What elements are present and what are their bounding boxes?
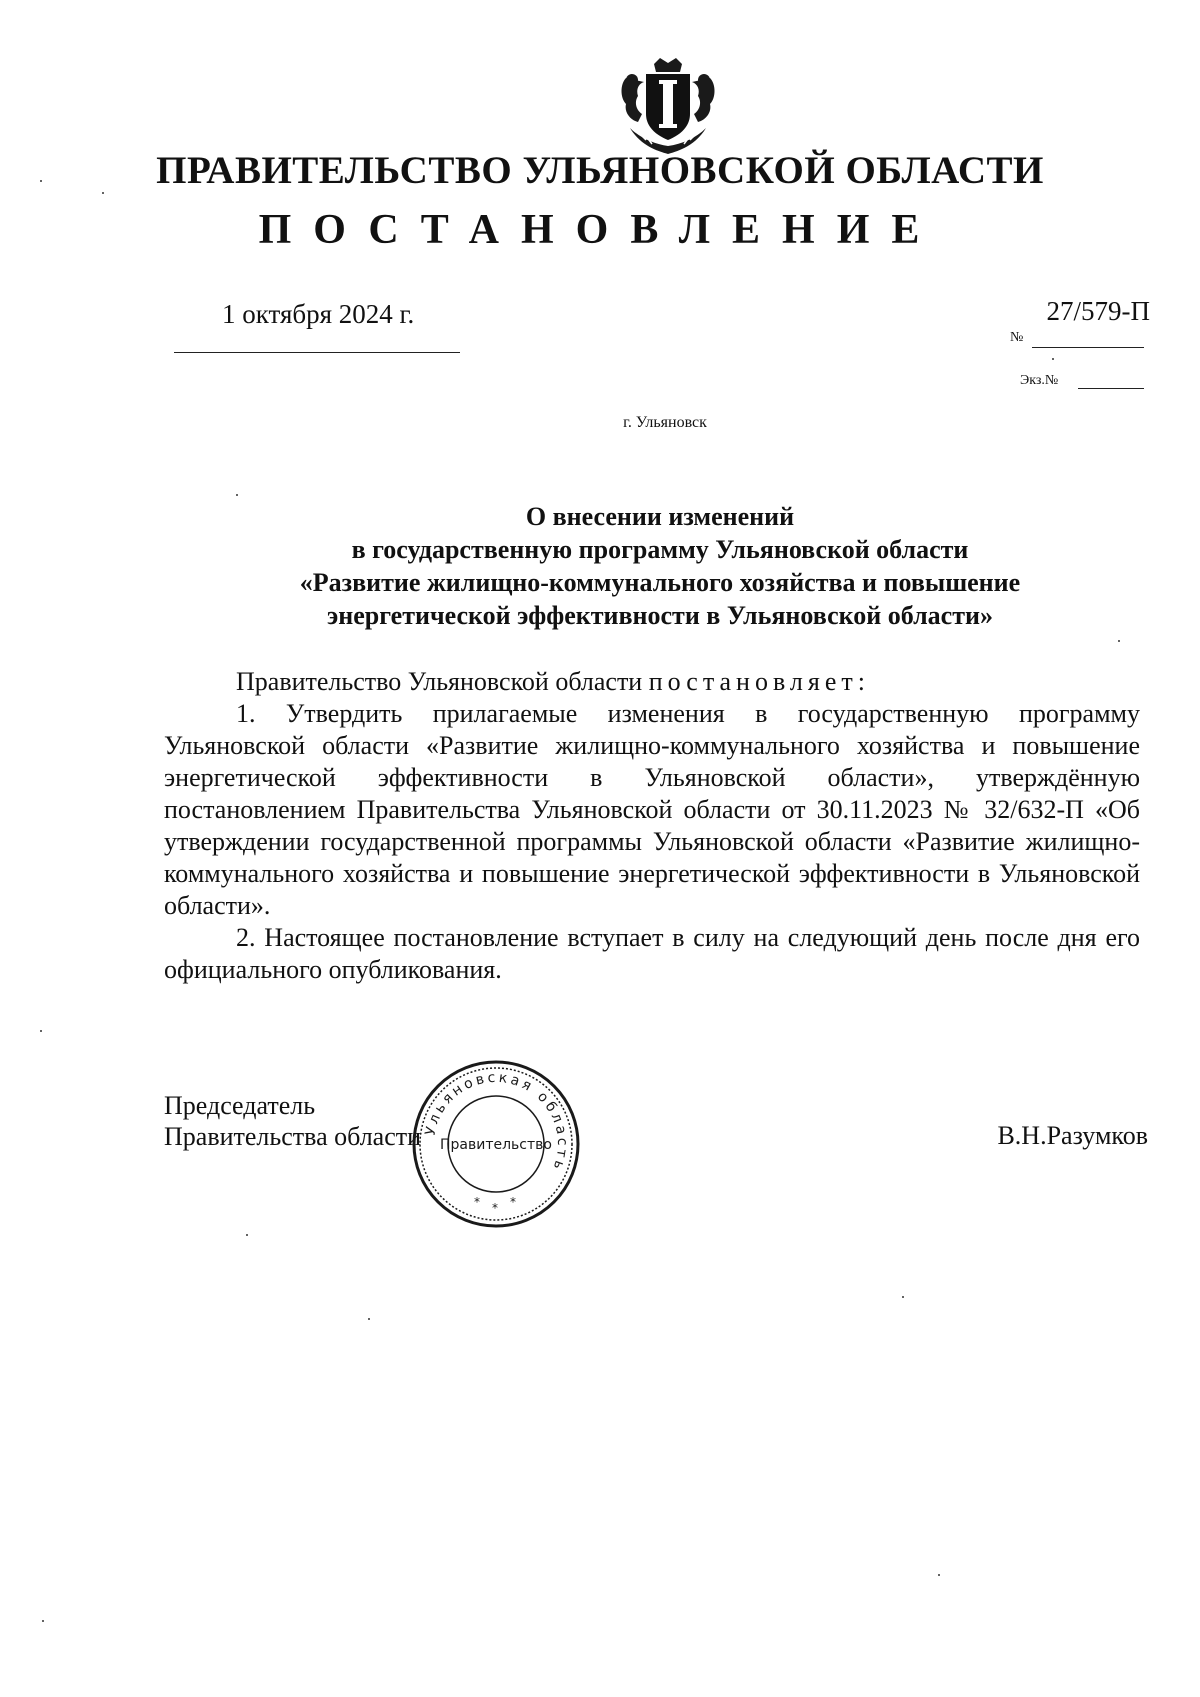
svg-text:*: *: [492, 1201, 498, 1215]
svg-text:*: *: [510, 1195, 516, 1209]
preamble-decree: постановляет:: [648, 667, 870, 696]
scan-speck: [236, 494, 238, 496]
signatory-title: [164, 1090, 421, 1152]
copy-number-label: Экз.№: [1020, 373, 1059, 388]
preamble-subject: Правительство Ульяновской области: [236, 667, 643, 696]
number-label: №: [1010, 330, 1024, 345]
scan-speck: [1052, 358, 1054, 360]
svg-text:*: *: [474, 1195, 480, 1209]
signatory-name: В.Н.Разумков: [997, 1121, 1148, 1150]
number-underline: [1032, 347, 1144, 348]
scan-speck: [40, 1030, 42, 1032]
subject-line: энергетической эффективности в Ульяновской области»: [327, 601, 993, 630]
official-seal-icon: [410, 1058, 582, 1230]
scan-speck: [902, 1296, 904, 1298]
subject-line: О внесении изменений: [525, 502, 795, 531]
document-body: [164, 666, 1140, 986]
subject-line: «Развитие жилищно-коммунального хозяйства и повышение: [299, 568, 1021, 597]
preamble: [164, 666, 1140, 698]
document-subject: [160, 500, 1160, 632]
scan-speck: [368, 1318, 370, 1320]
organization-title: ПРАВИТЕЛЬСТВО УЛЬЯНОВСКОЙ ОБЛАСТИ: [156, 149, 1044, 192]
copy-number-underline: [1078, 388, 1144, 389]
scan-speck: [938, 1574, 940, 1576]
document-date: 1 октября 2024 г.: [222, 299, 415, 329]
document-type-heading: ПОСТАНОВЛЕНИЕ: [258, 207, 942, 253]
date-underline: [174, 352, 460, 353]
scan-speck: [246, 1234, 248, 1236]
coat-of-arms-icon: [616, 58, 720, 156]
scan-speck: [1118, 640, 1120, 642]
scan-speck: [102, 192, 104, 194]
city-name: г. Ульяновск: [623, 414, 707, 431]
document-number: 27/579-П: [1046, 296, 1150, 326]
signatory-title-line1: Председатель: [164, 1091, 316, 1120]
signatory-title-line2: Правительства области: [164, 1122, 422, 1151]
svg-text:Ульяновская область: [423, 1070, 571, 1174]
seal-center-text: Правительство: [440, 1137, 552, 1153]
scan-speck: [42, 1620, 44, 1622]
paragraph-2: 2. Настоящее постановление вступает в силу на следующий день после дня его официального опубликования.: [164, 923, 1140, 984]
scan-speck: [40, 180, 42, 182]
seal-outer-text: Ульяновская область: [422, 1069, 571, 1175]
paragraph-1: 1. Утвердить прилагаемые изменения в государственную программу Ульяновской области «Развитие жилищно-коммунального хозяйства и повышение энергетической эффективности в Ульяновской области», утверждённую постановлением Правительства Ульяновской области от 30.11.2023 № 32/632-П «Об утверждении государственной программы Ульяновской области «Развитие жилищно-коммунального хозяйства и повышение энергетической эффективности в Ульяновской области».: [164, 699, 1140, 920]
subject-line: в государственную программу Ульяновской области: [351, 535, 969, 564]
